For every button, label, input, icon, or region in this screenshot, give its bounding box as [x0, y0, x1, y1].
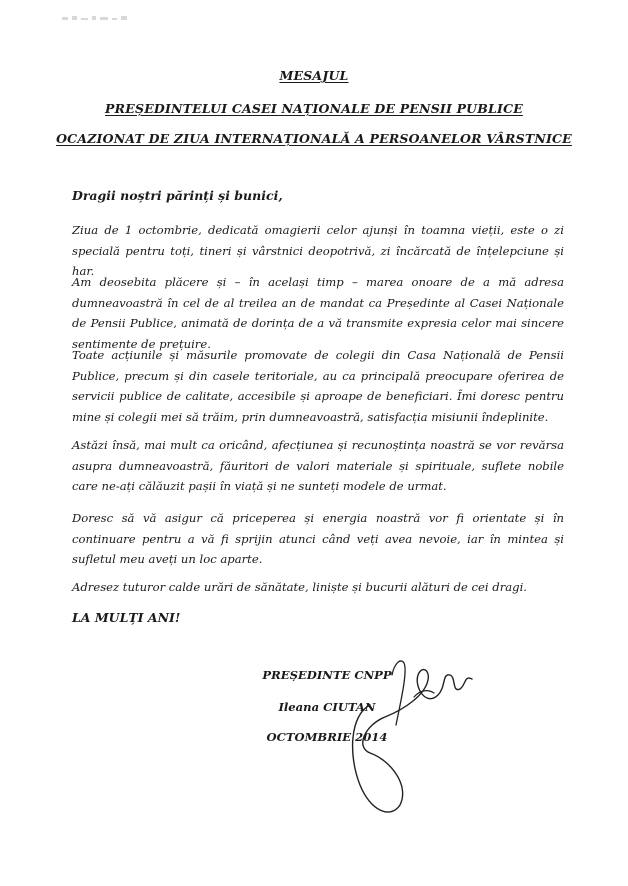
letter-date: OCTOMBRIE 2014	[266, 730, 388, 744]
paragraph-5: Doresc să vă asigur că priceperea și energia noastră vor fi orientate și în continuare pentru a vă fi sprijin atunci când veți avea nevoie, iar în mintea și sufletul meu aveți un loc aparte.	[72, 511, 564, 566]
scan-artifact	[60, 12, 140, 26]
paragraph-1: Ziua de 1 octombrie, dedicată omagierii celor ajunși în toamna vieții, este o zi specială pentru toți, tineri și vârstnici deopotrivă, zi încărcată de înțelepciune și har.	[72, 223, 564, 278]
paragraph-6: Adresez tuturor calde urări de sănătate, liniște și bucurii alături de cei dragi.	[72, 580, 527, 594]
signatory-title: PREȘEDINTE CNPP	[262, 668, 392, 682]
salutation: Dragii noștri părinți și bunici,	[72, 188, 283, 203]
letter-heading-title: MESAJUL	[279, 68, 349, 83]
signatory-name: Ileana CIUTAN	[278, 700, 376, 714]
handwritten-signature	[330, 645, 480, 825]
paragraph-2: Am deosebita plăcere și – în același timp – marea onoare de a mă adresa dumneavoastră în cel de al treilea an de mandat ca Președinte al Casei Naționale de Pensii Publice, animată de dorința de a vă transmite expresia celor mai sincere sentimente de prețuire.	[72, 275, 564, 351]
letter-heading-sender: PREȘEDINTELUI CASEI NAȚIONALE DE PENSII PUBLICE	[105, 101, 523, 116]
paragraph-3: Toate acțiunile și măsurile promovate de colegii din Casa Națională de Pensii Publice, precum și din casele teritoriale, au ca principală preocupare oferirea de servicii publice de calitate, accesibile și aproape de beneficiari. Îmi doresc pentru mine și colegii mei să trăim, prin dumneavoastră, satisfacția misiunii îndeplinite.	[72, 348, 564, 424]
paragraph-4: Astăzi însă, mai mult ca oricând, afecțiunea și recunoștința noastră se vor revărsa asupra dumneavoastră, făuritori de valori materiale și spirituale, suflete nobile care ne-ați călăuzit pașii în viață și ne sunteți modele de urmat.	[72, 438, 564, 493]
closing-greeting: LA MULȚI ANI!	[72, 610, 181, 625]
letter-heading-occasion: OCAZIONAT DE ZIUA INTERNAȚIONALĂ A PERSOANELOR VÂRSTNICE	[56, 131, 572, 146]
